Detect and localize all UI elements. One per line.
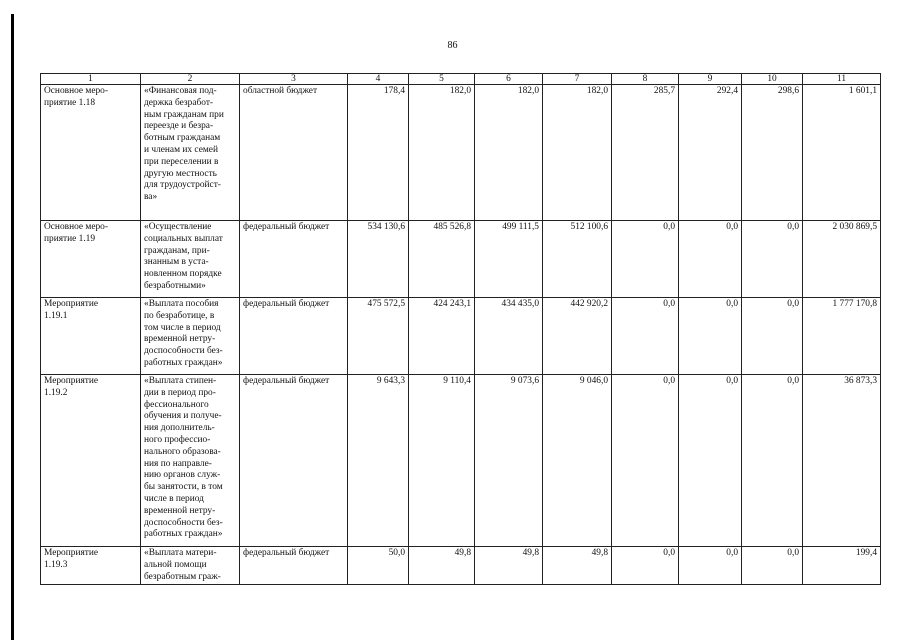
page-number: 86: [447, 40, 458, 51]
total-cell: 199,4: [803, 547, 881, 585]
value-cell: 0,0: [679, 298, 742, 375]
value-cell: 0,0: [742, 547, 803, 585]
value-cell: 285,7: [612, 85, 679, 221]
value-cell: 0,0: [742, 221, 803, 298]
funding-source-cell: федеральный бюджет: [240, 298, 348, 375]
header-cell: 4: [348, 74, 409, 85]
value-cell: 0,0: [679, 375, 742, 547]
funding-source-cell: областной бюджет: [240, 85, 348, 221]
value-cell: 178,4: [348, 85, 409, 221]
header-cell: 10: [742, 74, 803, 85]
header-cell: 7: [543, 74, 612, 85]
header-cell: 2: [141, 74, 240, 85]
value-cell: 9 110,4: [409, 375, 475, 547]
activity-code-cell: Мероприятие 1.19.2: [41, 375, 141, 547]
header-cell: 1: [41, 74, 141, 85]
table-row: [41, 547, 881, 585]
value-cell: 0,0: [612, 547, 679, 585]
value-cell: 49,8: [409, 547, 475, 585]
budget-table: [40, 73, 881, 585]
total-cell: 36 873,3: [803, 375, 881, 547]
total-cell: 1 601,1: [803, 85, 881, 221]
table-row: [41, 375, 881, 547]
activity-code-cell: Мероприятие 1.19.3: [41, 547, 141, 585]
funding-source-cell: федеральный бюджет: [240, 547, 348, 585]
header-row: [41, 74, 881, 85]
value-cell: 49,8: [475, 547, 543, 585]
value-cell: 442 920,2: [543, 298, 612, 375]
value-cell: 485 526,8: [409, 221, 475, 298]
header-cell: 9: [679, 74, 742, 85]
table-row: [41, 298, 881, 375]
value-cell: 49,8: [543, 547, 612, 585]
value-cell: 434 435,0: [475, 298, 543, 375]
value-cell: 424 243,1: [409, 298, 475, 375]
value-cell: 0,0: [612, 375, 679, 547]
value-cell: 182,0: [543, 85, 612, 221]
header-cell: 6: [475, 74, 543, 85]
value-cell: 475 572,5: [348, 298, 409, 375]
value-cell: 50,0: [348, 547, 409, 585]
value-cell: 298,6: [742, 85, 803, 221]
value-cell: 182,0: [409, 85, 475, 221]
value-cell: 9 073,6: [475, 375, 543, 547]
table-row: [41, 221, 881, 298]
table-row: [41, 85, 881, 221]
value-cell: 292,4: [679, 85, 742, 221]
value-cell: 499 111,5: [475, 221, 543, 298]
value-cell: 182,0: [475, 85, 543, 221]
binding-edge: [11, 14, 14, 640]
value-cell: 9 046,0: [543, 375, 612, 547]
activity-name-cell: «Выплата пособия по безработице, в том числе в период временной нетру- доспособности без- работных граждан»: [141, 298, 240, 375]
activity-code-cell: Основное меро- приятие 1.18: [41, 85, 141, 221]
value-cell: 0,0: [679, 547, 742, 585]
value-cell: 9 643,3: [348, 375, 409, 547]
header-cell: 5: [409, 74, 475, 85]
value-cell: 0,0: [679, 221, 742, 298]
activity-name-cell: «Осуществление социальных выплат гражданам, при- знанным в уста- новленном порядке безработными»: [141, 221, 240, 298]
funding-source-cell: федеральный бюджет: [240, 221, 348, 298]
value-cell: 0,0: [742, 375, 803, 547]
activity-name-cell: «Выплата стипен- дии в период про- фессионального обучения и получе- ния дополнитель- ного профессио- нального образова- ния по направле- нию органов служ- бы занятости, в том числе в период временной нетру- доспособности без- работных граждан»: [141, 375, 240, 547]
value-cell: 0,0: [612, 221, 679, 298]
value-cell: 512 100,6: [543, 221, 612, 298]
funding-source-cell: федеральный бюджет: [240, 375, 348, 547]
value-cell: 534 130,6: [348, 221, 409, 298]
header-cell: 3: [240, 74, 348, 85]
value-cell: 0,0: [742, 298, 803, 375]
value-cell: 0,0: [612, 298, 679, 375]
header-cell: 11: [803, 74, 881, 85]
activity-code-cell: Мероприятие 1.19.1: [41, 298, 141, 375]
total-cell: 2 030 869,5: [803, 221, 881, 298]
total-cell: 1 777 170,8: [803, 298, 881, 375]
header-cell: 8: [612, 74, 679, 85]
activity-code-cell: Основное меро- приятие 1.19: [41, 221, 141, 298]
activity-name-cell: «Выплата матери- альной помощи безработным граж-: [141, 547, 240, 585]
activity-name-cell: «Финансовая под- держка безработ- ным гражданам при переезде и безра- ботным гражданам и членам их семей при переселении в другую местность для трудоустройст- ва»: [141, 85, 240, 221]
